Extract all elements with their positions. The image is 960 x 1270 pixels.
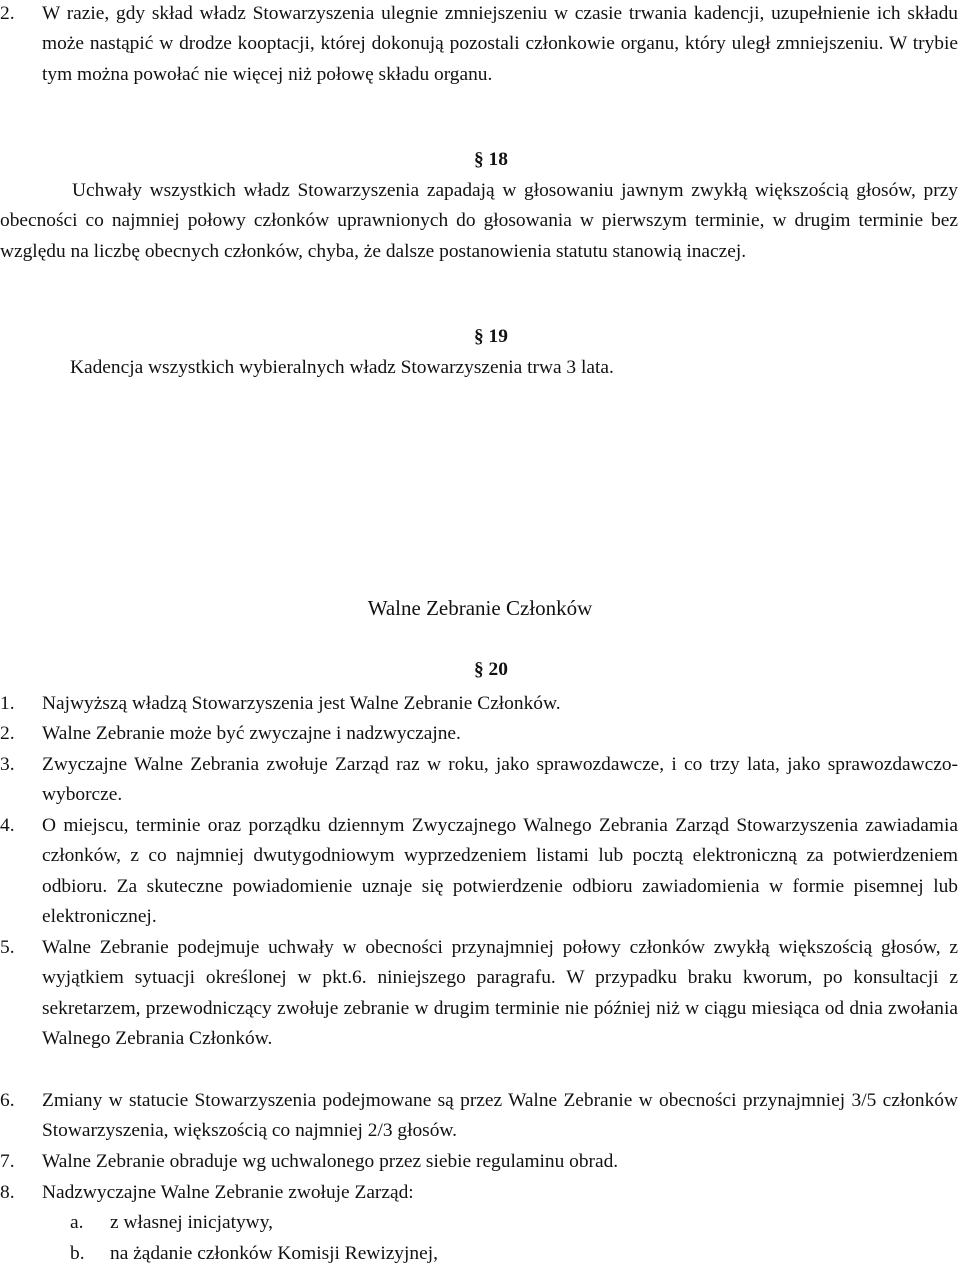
section-heading-18 [474, 145, 508, 175]
list-item-number: 4. [0, 815, 15, 836]
section-number: 18 [488, 149, 508, 170]
section-number: 20 [488, 659, 508, 680]
sub-item-text: na żądanie członków Komisji Rewizyjnej, [110, 1243, 438, 1264]
paragraph-sign-icon: § [474, 659, 489, 680]
list-item-number: 2. [0, 3, 15, 24]
list-item-text: Walne Zebranie podejmuje uchwały w obecności przynajmniej połowy członków zwykłą większością głosów, z wyjątkiem sytuacji określonej w pkt.6. niniejszego paragrafu. W przypadku braku kworum, po konsultacji z sekretarzem, przewodniczący zwołuje zebranie w drugim terminie nie później niż w ciągu miesiąca od dnia zwołania Walnego Zebrania Członków. [42, 937, 958, 1050]
paragraph-sign-icon: § [474, 326, 489, 347]
list-item-text: Walne Zebranie może być zwyczajne i nadzwyczajne. [42, 723, 461, 744]
list-item-number: 3. [0, 754, 15, 775]
chapter-title: Walne Zebranie Członków [367, 596, 593, 620]
list-item-text: Nadzwyczajne Walne Zebranie zwołuje Zarząd: [42, 1182, 414, 1203]
list-item-text: W razie, gdy skład władz Stowarzyszenia ulegnie zmniejszeniu w czasie trwania kadencji, uzupełnienie ich składu może nastąpić w drodze kooptacji, której dokonują pozostali członkowie organu, który uległ zmniejszeniu. W trybie tym można powołać nie więcej niż połowę składu organu. [42, 3, 958, 85]
section-19-text: Kadencja wszystkich wybieralnych władz Stowarzyszenia trwa 3 lata. [70, 357, 614, 378]
list-item-text: Zmiany w statucie Stowarzyszenia podejmowane są przez Walne Zebranie w obecności przynajmniej 3/5 członków Stowarzyszenia, większością co najmniej 2/3 głosów. [42, 1090, 958, 1142]
list-item-text: Walne Zebranie obraduje wg uchwalonego przez siebie regulaminu obrad. [42, 1151, 619, 1172]
sub-item-letter: b. [70, 1243, 85, 1264]
list-item-number: 1. [0, 693, 15, 714]
section-18-text: Uchwały wszystkich władz Stowarzyszenia zapadają w głosowaniu jawnym zwykłą większością głosów, przy obecności co najmniej połowy członków uprawnionych do głosowania w pierwszym terminie, w drugim terminie bez względu na liczbę obecnych członków, chyba, że dalsze postanowienia statutu stanowią inaczej. [0, 180, 958, 262]
list-item-number: 7. [0, 1151, 15, 1172]
section-number: 19 [488, 326, 508, 347]
paragraph-sign-icon: § [474, 149, 489, 170]
sub-item-letter: a. [70, 1212, 84, 1233]
list-item-text: Zwyczajne Walne Zebrania zwołuje Zarząd raz w roku, jako sprawozdawcze, i co trzy lata, jako sprawozdawczo-wyborcze. [42, 754, 958, 806]
section-heading-20 [474, 655, 508, 685]
list-item-number: 6. [0, 1090, 15, 1111]
list-item-number: 2. [0, 723, 15, 744]
list-item-number: 8. [0, 1182, 15, 1203]
sub-item-text: z własnej inicjatywy, [110, 1212, 273, 1233]
list-item-text: Najwyższą władzą Stowarzyszenia jest Walne Zebranie Członków. [42, 693, 561, 714]
section-heading-19 [474, 322, 508, 352]
list-item-text: O miejscu, terminie oraz porządku dziennym Zwyczajnego Walnego Zebrania Zarząd Stowarzyszenia zawiadamia członków, z co najmniej dwutygodniowym wyprzedzeniem listami lub pocztą elektroniczną za potwierdzeniem odbioru. Za skuteczne powiadomienie uznaje się potwierdzenie odbioru zawiadomienia w formie pisemnej lub elektronicznej. [42, 815, 958, 928]
list-item-number: 5. [0, 937, 15, 958]
